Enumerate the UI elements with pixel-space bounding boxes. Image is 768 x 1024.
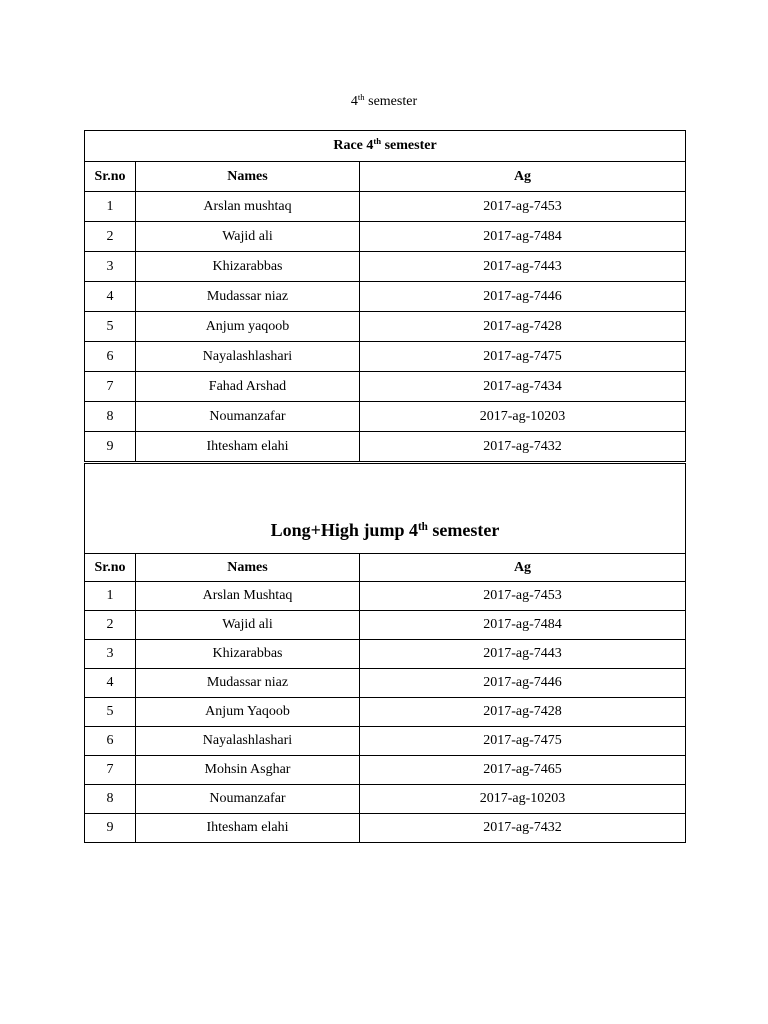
table-row [85, 402, 686, 432]
table-row [85, 432, 686, 462]
srno-cell: 1 [85, 582, 136, 611]
ag-cell: 2017-ag-7443 [360, 640, 686, 669]
srno-cell: 5 [85, 312, 136, 342]
page-heading-text: semester [364, 94, 418, 109]
race-table [84, 130, 686, 462]
ag-cell: 2017-ag-7484 [360, 222, 686, 252]
ag-cell: 2017-ag-7432 [360, 432, 686, 462]
srno-cell: 9 [85, 814, 136, 843]
ag-cell: 2017-ag-10203 [360, 402, 686, 432]
jump-table-title [85, 464, 686, 554]
table-row [85, 252, 686, 282]
jump-table-header-row [85, 554, 686, 582]
table-row [85, 669, 686, 698]
table-row [85, 222, 686, 252]
table-row [85, 640, 686, 669]
srno-cell: 4 [85, 669, 136, 698]
race-header-ag: Ag [360, 162, 686, 192]
srno-cell: 2 [85, 611, 136, 640]
srno-cell: 6 [85, 342, 136, 372]
srno-cell: 2 [85, 222, 136, 252]
ag-cell: 2017-ag-10203 [360, 785, 686, 814]
srno-cell: 4 [85, 282, 136, 312]
jump-title-suffix: semester [427, 520, 500, 540]
srno-cell: 8 [85, 402, 136, 432]
jump-header-ag: Ag [360, 554, 686, 582]
race-table-header-row [85, 162, 686, 192]
name-cell: Mudassar niaz [136, 282, 360, 312]
page-heading [0, 93, 768, 111]
table-row [85, 698, 686, 727]
name-cell: Ihtesham elahi [136, 432, 360, 462]
name-cell: Noumanzafar [136, 785, 360, 814]
table-row [85, 727, 686, 756]
srno-cell: 7 [85, 756, 136, 785]
table-row [85, 814, 686, 843]
ag-cell: 2017-ag-7428 [360, 312, 686, 342]
table-row [85, 756, 686, 785]
jump-table [84, 463, 686, 843]
table-row [85, 372, 686, 402]
race-header-names: Names [136, 162, 360, 192]
table-row [85, 611, 686, 640]
ag-cell: 2017-ag-7453 [360, 582, 686, 611]
race-title-prefix: Race 4 [333, 138, 374, 153]
ag-cell: 2017-ag-7446 [360, 282, 686, 312]
name-cell: Anjum Yaqoob [136, 698, 360, 727]
jump-table-title-row [85, 464, 686, 554]
srno-cell: 6 [85, 727, 136, 756]
table-row [85, 785, 686, 814]
name-cell: Anjum yaqoob [136, 312, 360, 342]
table-row [85, 342, 686, 372]
srno-cell: 3 [85, 252, 136, 282]
race-title-superscript: th [373, 136, 382, 147]
table-row [85, 312, 686, 342]
name-cell: Nayalashlashari [136, 342, 360, 372]
ag-cell: 2017-ag-7443 [360, 252, 686, 282]
table-row [85, 582, 686, 611]
srno-cell: 7 [85, 372, 136, 402]
jump-title-prefix: Long+High jump 4 [270, 520, 418, 540]
name-cell: Mohsin Asghar [136, 756, 360, 785]
name-cell: Ihtesham elahi [136, 814, 360, 843]
ag-cell: 2017-ag-7465 [360, 756, 686, 785]
jump-table-body [85, 464, 686, 843]
race-table-title [85, 131, 686, 162]
table-row [85, 282, 686, 312]
name-cell: Wajid ali [136, 222, 360, 252]
ag-cell: 2017-ag-7475 [360, 727, 686, 756]
jump-header-names: Names [136, 554, 360, 582]
name-cell: Khizarabbas [136, 252, 360, 282]
name-cell: Arslan mushtaq [136, 192, 360, 222]
ag-cell: 2017-ag-7484 [360, 611, 686, 640]
name-cell: Khizarabbas [136, 640, 360, 669]
srno-cell: 8 [85, 785, 136, 814]
srno-cell: 3 [85, 640, 136, 669]
table-row [85, 192, 686, 222]
race-table-title-row [85, 131, 686, 162]
page-heading-number: 4 [350, 94, 358, 109]
srno-cell: 9 [85, 432, 136, 462]
name-cell: Wajid ali [136, 611, 360, 640]
name-cell: Noumanzafar [136, 402, 360, 432]
name-cell: Mudassar niaz [136, 669, 360, 698]
ag-cell: 2017-ag-7446 [360, 669, 686, 698]
ag-cell: 2017-ag-7453 [360, 192, 686, 222]
page-heading-superscript: th [357, 92, 365, 103]
name-cell: Nayalashlashari [136, 727, 360, 756]
srno-cell: 1 [85, 192, 136, 222]
srno-cell: 5 [85, 698, 136, 727]
race-table-body [85, 131, 686, 462]
ag-cell: 2017-ag-7432 [360, 814, 686, 843]
jump-title-superscript: th [417, 520, 428, 533]
jump-header-srno: Sr.no [85, 554, 136, 582]
race-header-srno: Sr.no [85, 162, 136, 192]
ag-cell: 2017-ag-7428 [360, 698, 686, 727]
name-cell: Arslan Mushtaq [136, 582, 360, 611]
name-cell: Fahad Arshad [136, 372, 360, 402]
ag-cell: 2017-ag-7434 [360, 372, 686, 402]
ag-cell: 2017-ag-7475 [360, 342, 686, 372]
race-title-suffix: semester [381, 138, 437, 153]
